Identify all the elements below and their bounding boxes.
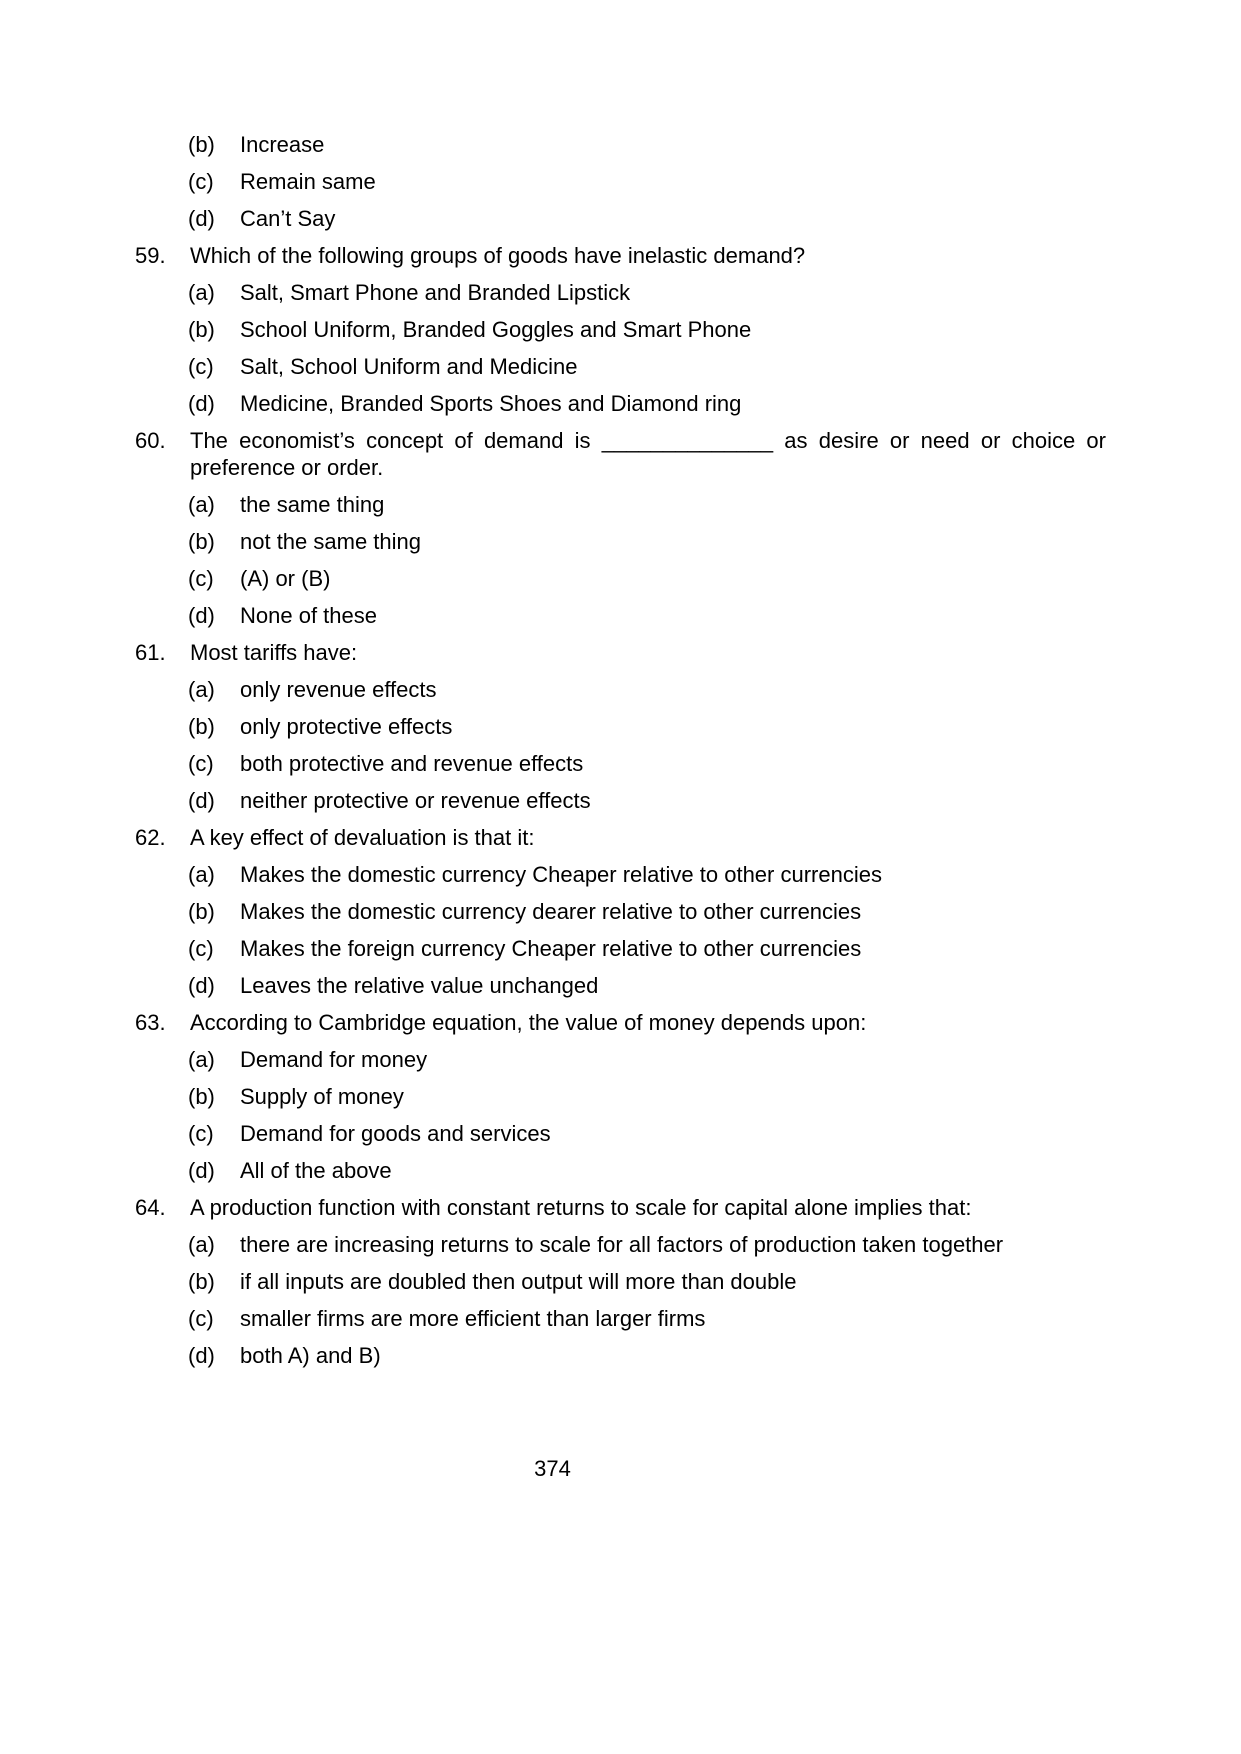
option-row [188, 1120, 1106, 1147]
page-number: 374 [534, 1456, 571, 1481]
option-marker: (a) [188, 1047, 215, 1072]
option-text: not the same thing [240, 529, 422, 554]
question-63 [135, 1009, 1106, 1184]
option-row [188, 353, 1106, 380]
page-footer [0, 1455, 1105, 1482]
option-row [188, 1231, 1106, 1258]
option-marker: (d) [188, 788, 215, 813]
option-marker: (a) [188, 677, 215, 702]
question-59 [135, 242, 1106, 417]
question-options [135, 861, 1106, 999]
option-row [188, 205, 1106, 232]
question-text: Most tariffs have: [190, 640, 358, 665]
question-number: 59. [135, 243, 166, 268]
question-options [135, 279, 1106, 417]
option-text: Makes the domestic currency Cheaper relative to other currencies [240, 862, 882, 887]
question-62 [135, 824, 1106, 999]
option-marker: (d) [188, 973, 215, 998]
option-text: only protective effects [240, 714, 453, 739]
option-row [188, 1268, 1106, 1295]
option-text: Salt, Smart Phone and Branded Lipstick [240, 280, 631, 305]
option-row [188, 1305, 1106, 1332]
option-row [188, 935, 1106, 962]
option-row [188, 279, 1106, 306]
question-heading [135, 242, 1106, 269]
question-text: A key effect of devaluation is that it: [190, 825, 535, 850]
option-marker: (b) [188, 529, 215, 554]
question-text: The economist’s concept of demand is ______________ as desire or need or choice or preference or order. [190, 428, 1106, 480]
option-text: both protective and revenue effects [240, 751, 584, 776]
question-number: 61. [135, 640, 166, 665]
option-text: Remain same [240, 169, 376, 194]
option-text: smaller firms are more efficient than larger firms [240, 1306, 706, 1331]
question-options [135, 491, 1106, 629]
option-text: Medicine, Branded Sports Shoes and Diamond ring [240, 391, 742, 416]
question-heading [135, 1194, 1106, 1221]
option-marker: (b) [188, 899, 215, 924]
option-row [188, 861, 1106, 888]
option-row [188, 898, 1106, 925]
option-row [188, 1342, 1106, 1369]
option-marker: (b) [188, 1084, 215, 1109]
option-text: Demand for money [240, 1047, 428, 1072]
option-text: Can’t Say [240, 206, 336, 231]
question-number: 60. [135, 428, 166, 453]
option-text: both A) and B) [240, 1343, 381, 1368]
question-61 [135, 639, 1106, 814]
option-text: the same thing [240, 492, 385, 517]
option-marker: (d) [188, 206, 215, 231]
question-options [135, 1046, 1106, 1184]
option-row [188, 491, 1106, 518]
question-60 [135, 427, 1106, 629]
option-text: Salt, School Uniform and Medicine [240, 354, 578, 379]
option-marker: (c) [188, 936, 214, 961]
question-number: 63. [135, 1010, 166, 1035]
option-marker: (a) [188, 862, 215, 887]
option-row [188, 1157, 1106, 1184]
option-text: School Uniform, Branded Goggles and Smart Phone [240, 317, 752, 342]
question-options [135, 676, 1106, 814]
option-marker: (a) [188, 280, 215, 305]
option-text: if all inputs are doubled then output will more than double [240, 1269, 797, 1294]
option-text: there are increasing returns to scale for all factors of production taken together [240, 1232, 1004, 1257]
question-heading [135, 427, 1106, 481]
option-text: Makes the domestic currency dearer relative to other currencies [240, 899, 862, 924]
option-marker: (c) [188, 566, 214, 591]
option-marker: (c) [188, 169, 214, 194]
option-marker: (d) [188, 603, 215, 628]
question-text: According to Cambridge equation, the value of money depends upon: [190, 1010, 867, 1035]
option-row [188, 131, 1106, 158]
option-marker: (d) [188, 391, 215, 416]
option-row [188, 713, 1106, 740]
option-marker: (b) [188, 714, 215, 739]
option-row [188, 565, 1106, 592]
option-text: neither protective or revenue effects [240, 788, 591, 813]
question-64 [135, 1194, 1106, 1369]
option-text: None of these [240, 603, 377, 628]
question-heading [135, 1009, 1106, 1036]
option-text: Demand for goods and services [240, 1121, 551, 1146]
option-row [188, 676, 1106, 703]
option-row [188, 750, 1106, 777]
option-row [188, 1083, 1106, 1110]
option-text: Supply of money [240, 1084, 404, 1109]
option-row [188, 316, 1106, 343]
question-options [135, 1231, 1106, 1369]
option-marker: (c) [188, 751, 214, 776]
question-heading [135, 639, 1106, 666]
option-row [188, 787, 1106, 814]
option-row [188, 528, 1106, 555]
option-row [188, 168, 1106, 195]
option-row [188, 390, 1106, 417]
continuation-options [135, 131, 1106, 232]
option-marker: (b) [188, 1269, 215, 1294]
option-marker: (b) [188, 132, 215, 157]
option-marker: (d) [188, 1343, 215, 1368]
option-row [188, 972, 1106, 999]
question-text: Which of the following groups of goods have inelastic demand? [190, 243, 806, 268]
option-marker: (c) [188, 1306, 214, 1331]
option-text: Makes the foreign currency Cheaper relative to other currencies [240, 936, 862, 961]
option-marker: (a) [188, 1232, 215, 1257]
option-row [188, 1046, 1106, 1073]
option-marker: (c) [188, 354, 214, 379]
option-text: All of the above [240, 1158, 392, 1183]
option-marker: (c) [188, 1121, 214, 1146]
question-heading [135, 824, 1106, 851]
option-text: (A) or (B) [240, 566, 331, 591]
option-marker: (d) [188, 1158, 215, 1183]
option-row [188, 602, 1106, 629]
question-number: 64. [135, 1195, 166, 1220]
option-text: Increase [240, 132, 325, 157]
option-text: Leaves the relative value unchanged [240, 973, 599, 998]
option-marker: (b) [188, 317, 215, 342]
question-number: 62. [135, 825, 166, 850]
option-marker: (a) [188, 492, 215, 517]
option-text: only revenue effects [240, 677, 437, 702]
question-text: A production function with constant returns to scale for capital alone implies that: [190, 1195, 972, 1220]
